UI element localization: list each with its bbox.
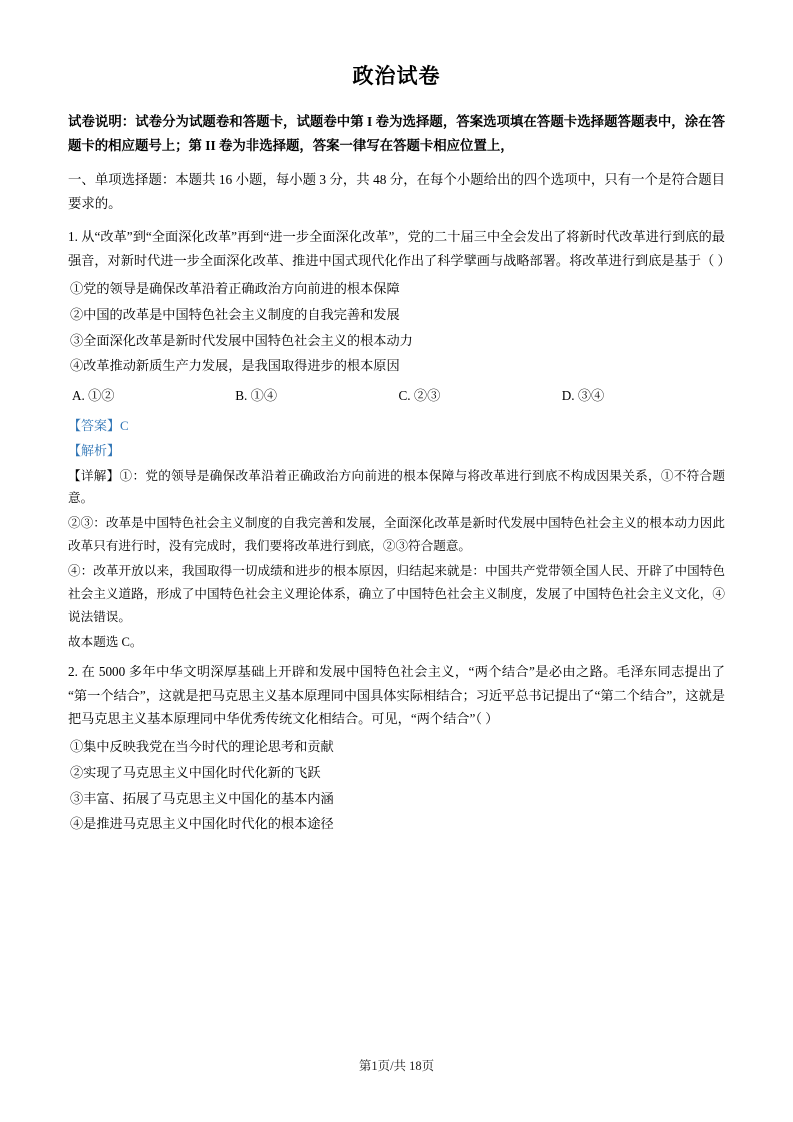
question-block — [68, 660, 725, 836]
question-item: ④改革推动新质生产力发展，是我国取得进步的根本原因 — [70, 358, 400, 374]
analysis-conclusion: 故本题选 C。 — [68, 634, 143, 649]
analysis-detail: ④：改革开放以来，我国取得一切成绩和进步的根本原因，归结起来就是：中国共产党带领全国人民、开辟了中国特色社会主义道路，形成了中国特色社会主义理论体系，确立了中国特色社会主义制度，发展了中国特色社会主义文化，④说法错误。 — [68, 564, 725, 625]
option-d: D. ③④ — [561, 388, 605, 404]
option-c: C. ②③ — [398, 388, 441, 404]
options-row — [68, 384, 725, 408]
exam-instructions: 试卷说明：试卷分为试题卷和答题卡，试题卷中第 I 卷为选择题，答案选项填在答题卡选择题答题表中，涂在答题卡的相应题号上；第 II 卷为非选择题，答案一律写在答题卡相应位置上， — [68, 114, 725, 153]
question-stem: 2. 在 5000 多年中华文明深厚基础上开辟和发展中国特色社会主义，“两个结合”是必由之路。毛泽东同志提出了“第一个结合”，这就是把马克思主义基本原理同中国具体实际相结合；习近平总书记提出了“第二个结合”，这就是把马克思主义基本原理同中华优秀传统文化相结合。可见，“两个结合”（ ） — [68, 663, 725, 727]
answer-value: C — [120, 417, 129, 433]
question-item: ②实现了马克思主义中国化时代化新的飞跃 — [70, 764, 321, 780]
question-stem: 1. 从“改革”到“全面深化改革”再到“进一步全面深化改革”，党的二十届三中全会发出了将新时代改革进行到底的最强音，对新时代进一步全面深化改革、推进中国式现代化作出了科学擘画与战略部署。将改革进行到底是基于（ ） — [68, 229, 731, 269]
question-block — [68, 225, 731, 653]
analysis-detail: 【详解】①：党的领导是确保改革沿着正确政治方向前进的根本保障与将改革进行到底不构成因果关系，①不符合题意。 — [68, 468, 725, 506]
question-item: ②中国的改革是中国特色社会主义制度的自我完善和发展 — [70, 306, 400, 322]
page-footer: 第1页/共 18页 — [358, 1059, 435, 1073]
question-item: ①党的领导是确保改革沿着正确政治方向前进的根本保障 — [70, 280, 400, 296]
analysis-label: 【解析】 — [68, 443, 121, 459]
option-a: A. ①② — [72, 388, 115, 404]
section-heading: 一、单项选择题：本题共 16 小题，每小题 3 分，共 48 分，在每个小题给出的四个选项中，只有一个是符合题目要求的。 — [68, 171, 725, 211]
question-item: ③丰富、拓展了马克思主义中国化的基本内涵 — [70, 790, 334, 806]
answer-label: 【答案】 — [68, 417, 121, 433]
answer-line — [68, 414, 725, 437]
question-item: ④是推进马克思主义中国化时代化的根本途径 — [70, 816, 334, 832]
analysis-detail: ②③：改革是中国特色社会主义制度的自我完善和发展，全面深化改革是新时代发展中国特色社会主义的根本动力因此改革只有进行时，没有完成时，我们要将改革进行到底，②③符合题意。 — [68, 516, 725, 554]
page-title: 政治试卷 — [352, 64, 441, 88]
option-b: B. ①④ — [235, 388, 278, 404]
question-item: ③全面深化改革是新时代发展中国特色社会主义的根本动力 — [70, 332, 413, 348]
question-item: ①集中反映我党在当今时代的理论思考和贡献 — [70, 739, 334, 755]
